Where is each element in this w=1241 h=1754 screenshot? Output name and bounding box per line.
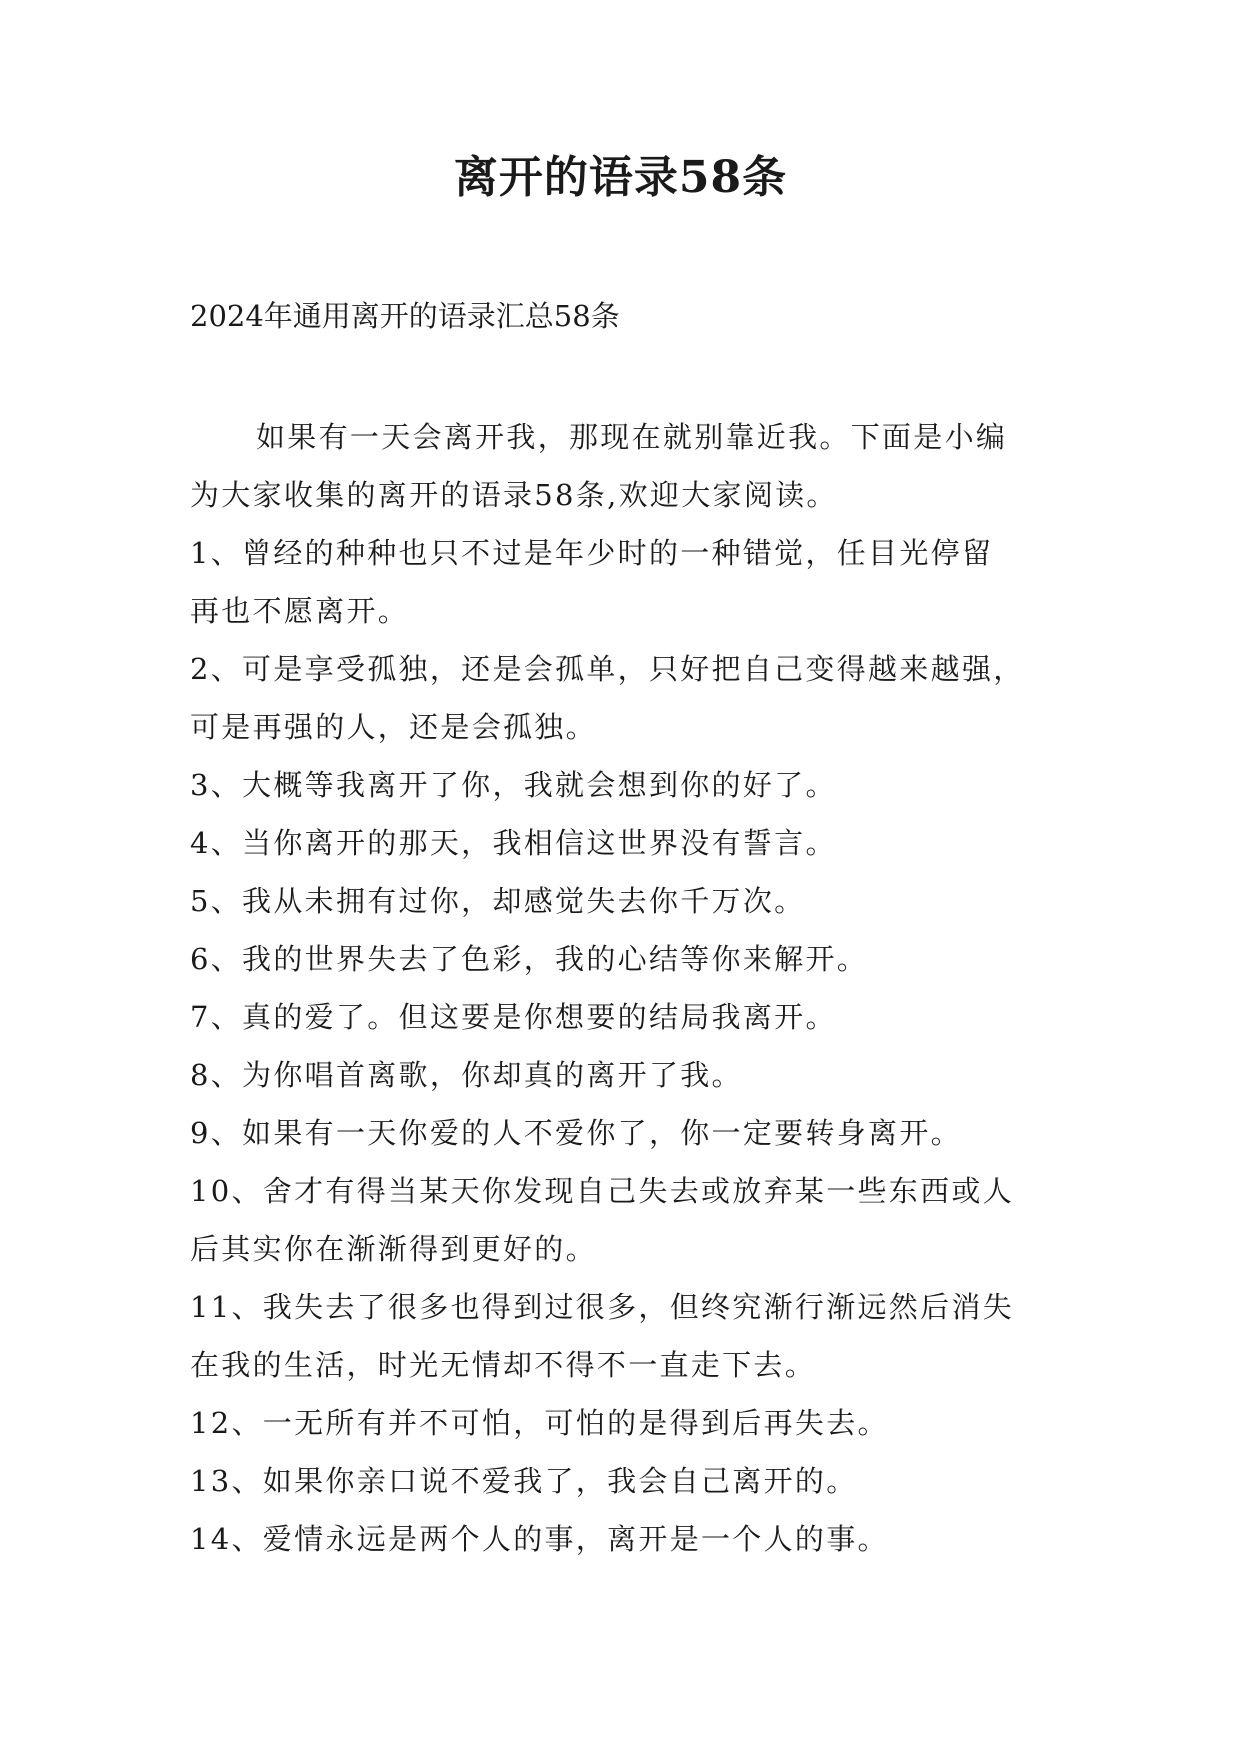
- quote-11-line-1: 11、我失去了很多也得到过很多，但终究渐行渐远然后消失: [190, 1290, 1015, 1324]
- quote-4: 4、当你离开的那天，我相信这世界没有誓言。: [190, 826, 837, 860]
- quote-2-line-1: 2、可是享受孤独，还是会孤单，只好把自己变得越来越强，: [190, 652, 1025, 686]
- quote-5: 5、我从未拥有过你，却感觉失去你千万次。: [190, 884, 806, 918]
- intro-line-1: 如果有一天会离开我，那现在就别靠近我。下面是小编: [256, 420, 1008, 454]
- intro-line-2: 为大家收集的离开的语录58条,欢迎大家阅读。: [190, 478, 838, 512]
- document-subtitle: 2024年通用离开的语录汇总58条: [190, 299, 620, 333]
- quote-11-line-2: 在我的生活，时光无情却不得不一直走下去。: [190, 1348, 817, 1382]
- quote-14: 14、爱情永远是两个人的事，离开是一个人的事。: [190, 1522, 889, 1556]
- quote-13: 13、如果你亲口说不爱我了，我会自己离开的。: [190, 1464, 858, 1498]
- quote-3: 3、大概等我离开了你，我就会想到你的好了。: [190, 768, 837, 802]
- document-body: [190, 408, 1060, 1568]
- quote-7: 7、真的爱了。但这要是你想要的结局我离开。: [190, 1000, 837, 1034]
- quote-10-line-1: 10、舍才有得当某天你发现自己失去或放弃某一些东西或人: [190, 1174, 1015, 1208]
- quote-6: 6、我的世界失去了色彩，我的心结等你来解开。: [190, 942, 869, 976]
- quote-8: 8、为你唱首离歌，你却真的离开了我。: [190, 1058, 743, 1092]
- document-title: 离开的语录58条: [453, 152, 788, 203]
- quote-10-line-2: 后其实你在渐渐得到更好的。: [190, 1232, 597, 1266]
- quote-1-line-1: 1、曾经的种种也只不过是年少时的一种错觉，任目光停留: [190, 536, 994, 570]
- quote-2-line-2: 可是再强的人，还是会孤独。: [190, 710, 597, 744]
- quote-9: 9、如果有一天你爱的人不爱你了，你一定要转身离开。: [190, 1116, 962, 1150]
- quote-1-line-2: 再也不愿离开。: [190, 594, 410, 628]
- quote-12: 12、一无所有并不可怕，可怕的是得到后再失去。: [190, 1406, 889, 1440]
